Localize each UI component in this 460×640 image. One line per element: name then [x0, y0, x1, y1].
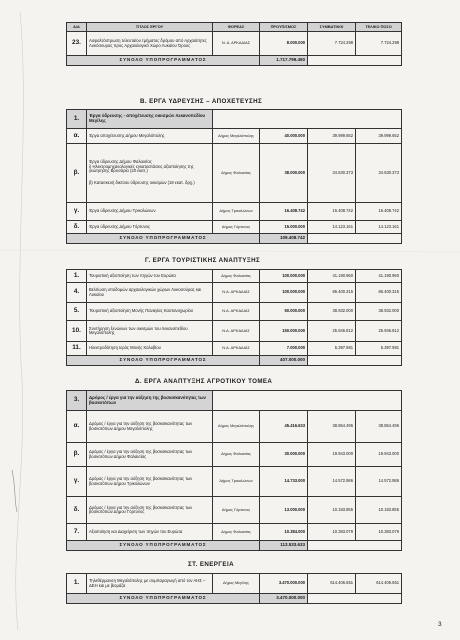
- table-row: [67, 524, 402, 541]
- row-final: 5.397.981: [356, 342, 402, 356]
- row-contract: 38.854.496: [308, 411, 356, 443]
- col-header-contract: ΣΥΜΒΑΤΙΚΟΙ: [308, 23, 356, 32]
- group-title: Έργα ύδρευσης - αποχέτευσης οικισμών Λεκανοπεδίου Μεγ/λης: [87, 110, 213, 129]
- row-budget: 40.000.000: [260, 129, 308, 144]
- row-budget: 8.000.000: [260, 32, 308, 56]
- row-budget: 100.000.000: [260, 283, 308, 303]
- col-header-final: ΤΕΛΙΚΟ ΠΟΣΟ: [356, 23, 402, 32]
- row-budget: 50.000.000: [260, 303, 308, 321]
- row-final: 10.183.855: [356, 497, 402, 524]
- row-final: 14.123.161: [356, 221, 402, 234]
- table-row: [67, 467, 402, 497]
- row-body: Δήμος Φαλαισίας: [213, 443, 260, 467]
- row-title: Τουριστική αξιοποίηση Μονής Παναγίας Καστανοχωρίου: [87, 303, 213, 321]
- total-label: ΣΥΝΟΛΟ ΥΠΟΠΡΟΓΡΑΜΜΑΤΟΣ: [67, 541, 260, 551]
- row-number: 11.: [67, 342, 87, 356]
- row-number: 1.: [67, 574, 87, 594]
- group-number: 3.: [67, 391, 87, 411]
- total-row: [67, 234, 402, 244]
- row-contract: 39.999.652: [308, 129, 356, 144]
- row-body: Δήμος Μεγαλόπολης: [213, 129, 260, 144]
- row-contract: 14.123.161: [308, 221, 356, 234]
- table-row: [67, 303, 402, 321]
- row-contract: 34.630.373: [308, 144, 356, 203]
- row-title: Αξιοποίηση και Διαχείριση των πηγών του Ευρώτα: [87, 524, 213, 541]
- row-title: Δρόμος / έργα για την αύξηση της βοσκοϊκανότητας των βοσκοτόπων Δήμου Φαλαισίας: [87, 443, 213, 467]
- row-contract: 614.406.651: [308, 574, 356, 594]
- row-body: Δήμος Τρικολώνων: [213, 467, 260, 497]
- col-header-budget: ΠΡΟΥΠ/ΣΜΟΣ: [260, 23, 308, 32]
- row-body: Δήμος Τρικολώνων: [213, 203, 260, 221]
- row-final: 614.406.651: [356, 574, 402, 594]
- row-final: 25.946.812: [356, 321, 402, 342]
- row-budget: 15.000.000: [260, 221, 308, 234]
- row-title: Έργα ύδρευσης Δήμου Τρικολώνων: [87, 203, 213, 221]
- table-row: [67, 497, 402, 524]
- row-body: Δήμος Γόρτυνος: [213, 221, 260, 234]
- projects-table-energy: [66, 573, 402, 604]
- row-final: 16.408.742: [356, 203, 402, 221]
- row-number: β.: [67, 443, 87, 467]
- row-final: 38.854.496: [356, 411, 402, 443]
- row-number: γ.: [67, 467, 87, 497]
- row-body: Ν. Α. ΑΡΚΑΔΙΑΣ: [213, 32, 260, 56]
- row-body: Ν.Α. ΑΡΚΑΔΙΑΣ: [213, 283, 260, 303]
- section-heading-energy: ΣΤ. ΕΝΕΡΓΕΙΑ: [188, 561, 234, 568]
- row-budget: 10.384.000: [260, 524, 308, 541]
- section-heading-b: Β. ΕΡΓΑ ΥΔΡΕΥΣΗΣ – ΑΠΟΧΕΤΕΥΣΗΣ: [140, 98, 263, 105]
- col-header-title: ΤΙΤΛΟΣ ΕΡΓΟΥ: [87, 23, 213, 32]
- row-number: δ.: [67, 497, 87, 524]
- row-budget: 13.000.000: [260, 497, 308, 524]
- row-final: 14.572.986: [356, 467, 402, 497]
- total-amount: 113.533.633: [260, 541, 308, 551]
- row-title: Τηλεθέρμανση Μεγαλόπολης με συμπαραγωγή από τον ΑΗΣ – ΔΕΗ και με βιομάζα: [87, 574, 213, 594]
- row-final: 19.943.000: [356, 443, 402, 467]
- row-title: Έργα ύδρευσης Δήμου Φαλαισίας: [89, 159, 152, 165]
- row-title: Συντήρηση ξενώνων των οικισμών του Λεκανοπεδίου Μεγαλόπολης: [87, 321, 213, 342]
- section-heading-c: Γ. ΕΡΓΑ ΤΟΥΡΙΣΤΙΚΗΣ ΑΝΑΠΤΥΞΗΣ: [145, 257, 261, 264]
- row-budget: 100.000.000: [260, 270, 308, 283]
- row-body: Δήμος Φαλαισίας: [213, 144, 260, 203]
- row-budget: 3.470.000.000: [260, 574, 308, 594]
- table-row: [67, 574, 402, 594]
- row-title: Έργα αποχέτευσης Δήμου Μεγαλόπολης: [87, 129, 213, 144]
- row-number: δ.: [67, 221, 87, 234]
- row-final: 41.190.960: [356, 270, 402, 283]
- row-budget: 14.733.000: [260, 467, 308, 497]
- total-row: [67, 356, 402, 366]
- row-body: Δήμος Γόρτυνος: [213, 497, 260, 524]
- row-contract: 86.400.315: [308, 283, 356, 303]
- col-header-aa: Α/Α: [67, 23, 87, 32]
- table-row: [67, 443, 402, 467]
- row-number: α.: [67, 129, 87, 144]
- row-title: Δρόμος / έργα για την αύξηση της βοσκοϊκανότητας των βοσκοτόπων Δήμου Τρικολώνων: [87, 467, 213, 497]
- total-row: [67, 541, 402, 551]
- row-title: Δρόμος / έργα για την αύξηση της βοσκοϊκανότητας των βοσκοτόπων Δήμου Μεγαλόπολης: [87, 411, 213, 443]
- row-final: 10.383.079: [356, 524, 402, 541]
- row-contract: 16.408.742: [308, 203, 356, 221]
- row-final: 34.630.373: [356, 144, 402, 203]
- row-title: Ασφαλτόστρωση τελευταίου τμήματος δρόμου από Αρχαιότητες Λυκόσουρας προς Αρχαιολογικό Χώρο Λυκαίου Όρους: [87, 32, 213, 56]
- projects-table-b: [66, 109, 402, 244]
- table-row: [67, 32, 402, 56]
- total-row: [67, 56, 402, 66]
- row-body: Δήμος Φαλαισίας: [213, 524, 260, 541]
- projects-table-top: [66, 22, 402, 66]
- row-body: Ν.Α. ΑΡΚΑΔΙΑΣ: [213, 321, 260, 342]
- row-number: 10.: [67, 321, 87, 342]
- total-amount: 109.408.742: [260, 234, 308, 244]
- table-row: [67, 203, 402, 221]
- row-contract: 7.724.298: [308, 32, 356, 56]
- table-row: [67, 321, 402, 342]
- row-contract: 19.943.000: [308, 443, 356, 467]
- row-title: Έργα ύδρευσης Δήμου Γόρτυνος: [87, 221, 213, 234]
- row-title: Ηλεκτροδότηση Ιεράς Μονής Καλυβίου: [87, 342, 213, 356]
- row-number: 7.: [67, 524, 87, 541]
- row-contract: 10.183.855: [308, 497, 356, 524]
- table-row: [67, 270, 402, 283]
- row-budget: 150.000.000: [260, 321, 308, 342]
- row-budget: 7.000.000: [260, 342, 308, 356]
- table-row: [67, 411, 402, 443]
- group-row: [67, 391, 402, 411]
- row-number: α.: [67, 411, 87, 443]
- table-header-row: [67, 23, 402, 32]
- total-label: ΣΥΝΟΛΟ ΥΠΟΠΡΟΓΡΑΜΜΑΤΟΣ: [67, 356, 260, 366]
- row-body: Δήμος Μεγαλόπολης: [213, 411, 260, 443]
- table-row: [67, 144, 402, 203]
- row-title-part-2: β) Κατασκευή δικτύου ύδρευσης οικισμών (18 εκατ. δρχ.): [89, 180, 195, 186]
- row-budget: 45.416.633: [260, 411, 308, 443]
- row-title: Βελτίωση υποδομών αρχαιολογικών χώρων Λυκοσούρας και Λυκαίου: [87, 283, 213, 303]
- row-body: Δήμος Φαλαισίας: [213, 270, 260, 283]
- row-budget: 16.408.742: [260, 203, 308, 221]
- row-body: Δήμος Μεγ/λης: [213, 574, 260, 594]
- group-row: [67, 110, 402, 129]
- row-budget: 30.000.000: [260, 443, 308, 467]
- projects-table-c: [66, 269, 402, 366]
- total-amount: 1.717.799.450: [260, 56, 308, 66]
- row-final: 38.932.000: [356, 303, 402, 321]
- row-budget: 38.000.000: [260, 144, 308, 203]
- table-row: [67, 221, 402, 234]
- row-contract: 14.572.986: [308, 467, 356, 497]
- row-number: 4.: [67, 283, 87, 303]
- total-amount: 3.470.000.000: [260, 594, 308, 604]
- row-contract: 10.383.079: [308, 524, 356, 541]
- col-header-body: ΦΟΡΕΑΣ: [213, 23, 260, 32]
- table-row: [67, 129, 402, 144]
- row-contract: 41.190.960: [308, 270, 356, 283]
- row-number: 5.: [67, 303, 87, 321]
- group-title: Δρόμος / έργα για την αύξηση της βοσκοϊκανότητας των βοσκοτόπων: [87, 391, 213, 411]
- row-title: Δρόμος / έργα για την αύξηση της βοσκοϊκανότητας των βοσκοτόπων Δήμου Γόρτυνος: [87, 497, 213, 524]
- row-final: 7.724.298: [356, 32, 402, 56]
- table-row: [67, 283, 402, 303]
- row-title-part-1: i) Ηλεκτρομηχανολογικές εγκαταστάσεις αξιοποίησης της γεώτρησης Βρυσάρια (20 εκατ.): [89, 163, 194, 173]
- total-label: ΣΥΝΟΛΟ ΥΠΟΠΡΟΓΡΑΜΜΑΤΟΣ: [67, 234, 260, 244]
- row-number: γ.: [67, 203, 87, 221]
- total-row: [67, 594, 402, 604]
- row-body: Ν.Α. ΑΡΚΑΔΙΑΣ: [213, 342, 260, 356]
- row-contract: 25.946.812: [308, 321, 356, 342]
- row-number: β.: [67, 144, 87, 203]
- total-amount: 407.000.000: [260, 356, 308, 366]
- group-number: 1.: [67, 110, 87, 129]
- projects-table-d: [66, 390, 402, 551]
- row-title: Τουριστική αξιοποίηση των πηγών του Ευρώτα: [87, 270, 213, 283]
- row-body: Ν.Α. ΑΡΚΑΔΙΑΣ: [213, 303, 260, 321]
- row-contract: 5.397.981: [308, 342, 356, 356]
- total-label: ΣΥΝΟΛΟ ΥΠΟΠΡΟΓΡΑΜΜΑΤΟΣ: [67, 594, 260, 604]
- page-number: 3: [438, 621, 442, 628]
- row-final: 39.999.652: [356, 129, 402, 144]
- row-final: 86.400.315: [356, 283, 402, 303]
- row-contract: 38.932.000: [308, 303, 356, 321]
- total-label: ΣΥΝΟΛΟ ΥΠΟΠΡΟΓΡΑΜΜΑΤΟΣ: [67, 56, 260, 66]
- section-heading-d: Δ. ΕΡΓΑ ΑΝΑΠΤΥΞΗΣ ΑΓΡΟΤΙΚΟΥ ΤΟΜΕΑ: [135, 378, 273, 385]
- row-number: 23.: [67, 32, 87, 56]
- table-row: [67, 342, 402, 356]
- row-number: 1.: [67, 270, 87, 283]
